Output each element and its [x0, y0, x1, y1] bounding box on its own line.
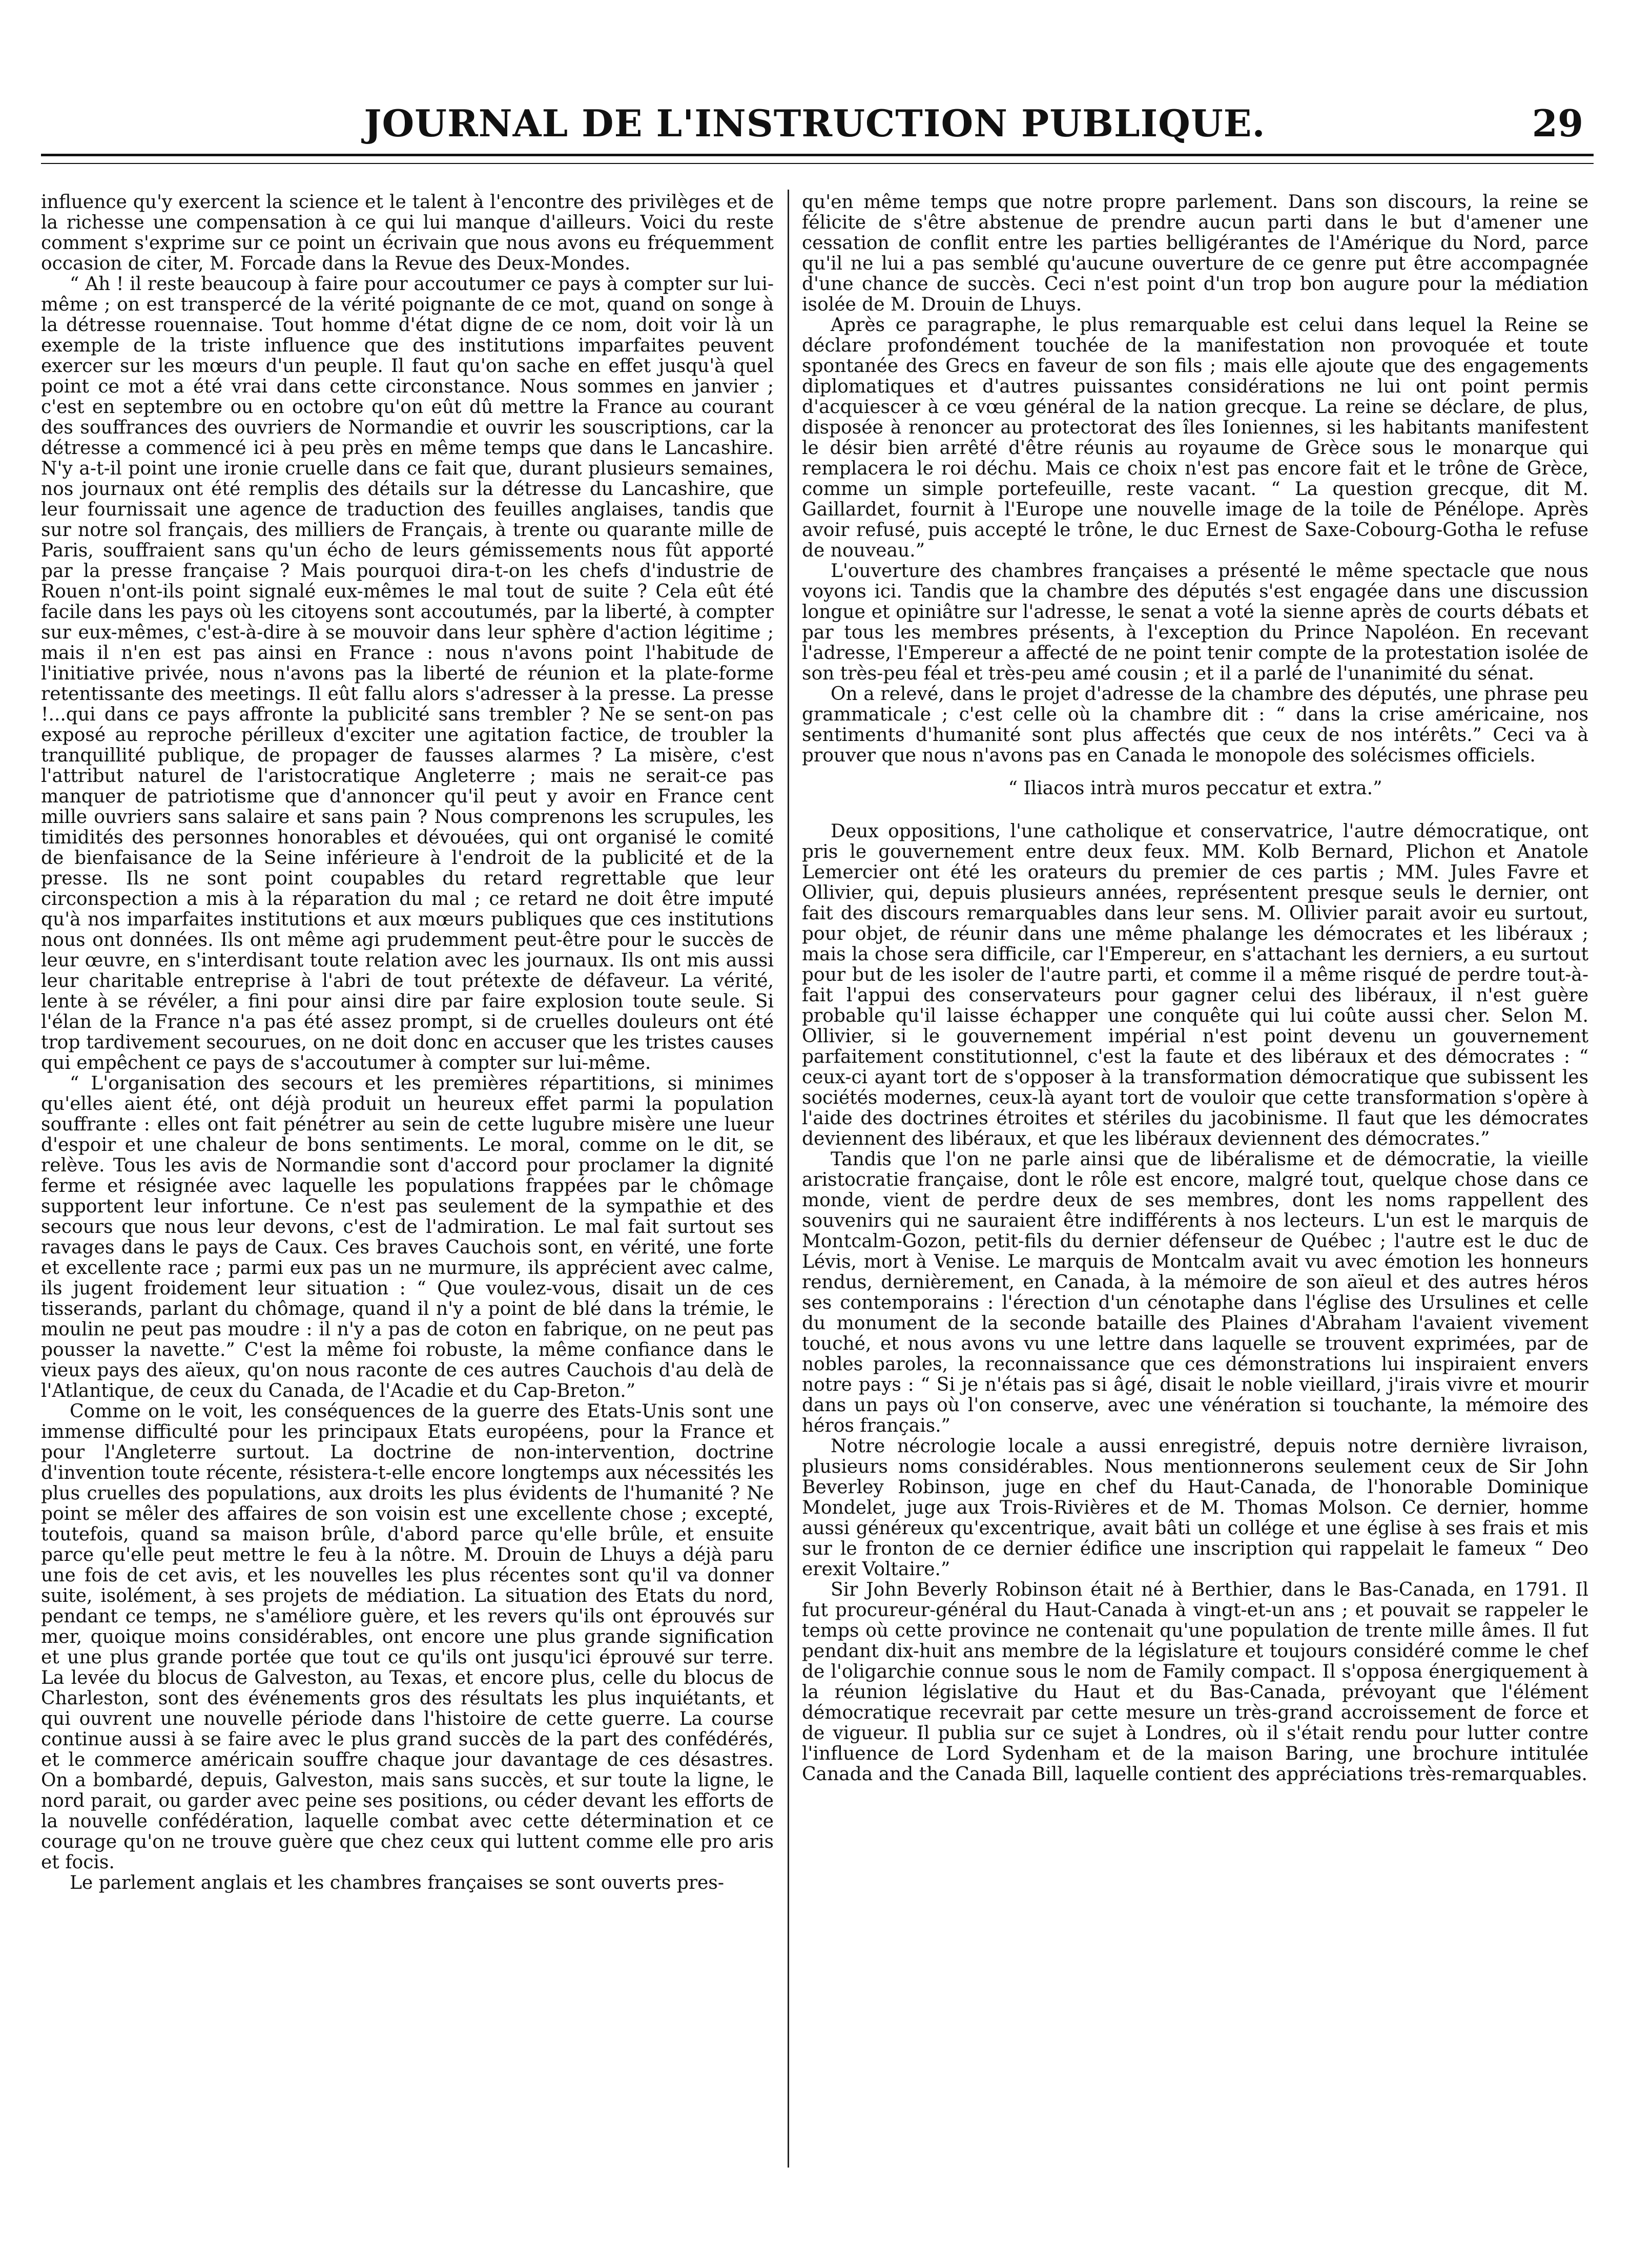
right-paragraph-7: Tandis que l'on ne parle ainsi que de libéralisme et de démocratie, la vieille aristocratie française, dont le rôle est encore, malgré tout, quelque chose dans ce monde, vient de perdre deux de ses membres, dont les noms rappellent des souvenirs qui ne sauraient être indifférents à nos lecteurs. L'un est le marquis de Montcalm-Gozon, petit-fils du dernier défenseur de Québec ; l'autre est le duc de Lévis, mort à Venise. Le marquis de Montcalm avait vu avec émotion les honneurs rendus, dernièrement, en Canada, à la mémoire de son aïeul et des autres héros ses contemporains : l'érection d'un cénotaphe dans l'église des Ursulines et celle du monument de la seconde bataille des Plaines d'Abraham l'avaient vivement touché, et nous avons vu une lettre dans laquelle se trouvent exprimées, par de nobles paroles, la reconnaissance que ces démonstrations lui inspiraient envers notre pays : “ Si je n'étais pas si âgé, disait le noble vieillard, j'irais vivre et mourir dans un pays où l'on conserve, avec une vénération si touchante, la mémoire des héros français.”	[802, 1149, 1588, 1436]
header-rule-thin	[41, 163, 1594, 164]
journal-title: JOURNAL DE L'INSTRUCTION PUBLIQUE.	[364, 101, 1266, 145]
right-paragraph-1: qu'en même temps que notre propre parlement. Dans son discours, la reine se félicite de s'être abstenue de prendre aucun parti dans le but d'amener une cessation de conflit entre les parties belligérantes de l'Amérique du Nord, parce qu'il ne lui a pas semblé qu'aucune ouverture de ce genre put être accompagnée d'une chance de succès. Ceci n'est point d'un trop bon augure pour la médiation isolée de M. Drouin de Lhuys.	[802, 192, 1588, 315]
latin-quote: “ Iliacos intrà muros peccatur et extra.”	[1008, 778, 1382, 799]
right-paragraph-3: L'ouverture des chambres françaises a présenté le même spectacle que nous voyons ici. Tandis que la chambre des députés s'est engagée dans une discussion longue et opiniâtre sur l'adresse, le senat a voté la sienne après de courts débats et par tous les membres présents, à l'exception du Prince Napoléon. En recevant l'adresse, l'Empereur a affecté de ne point tenir compte de la protestation isolée de son très-peu féal et très-peu amé cousin ; et il a parlé de l'unanimité du sénat.	[802, 561, 1588, 684]
right-paragraph-9: Sir John Beverly Robinson était né à Berthier, dans le Bas-Canada, en 1791. Il fut procureur-général du Haut-Canada à vingt-et-un ans ; et pouvait se rappeler le temps où cette province ne contenait qu'une population de trente mille âmes. Il fut pendant dix-huit ans membre de la législature et toujours considéré comme le chef de l'oligarchie connue sous le nom de Family compact. Il s'opposa énergiquement à la réunion législative du Haut et du Bas-Canada, prévoyant que l'élément démocratique recevrait par cette mesure un très-grand accroissement de force et de vigueur. Il publia sur ce sujet à Londres, où il s'était rendu pour lutter contre l'influence de Lord Sydenham et de la maison Baring, une brochure intitulée Canada and the Canada Bill, laquelle contient des appréciations très-remarquables.	[802, 1579, 1588, 1785]
right-column	[802, 192, 1588, 2170]
column-divider	[788, 190, 789, 2168]
left-paragraph-3: “ L'organisation des secours et les premières répartitions, si minimes qu'elles aient été, ont déjà produit un heureux effet parmi la population souffrante : elles ont fait pénétrer au sein de cette lugubre misère une lueur d'espoir et une chaleur de bons sentiments. Le moral, comme on le dit, se relève. Tous les avis de Normandie sont d'accord pour proclamer la dignité ferme et résignée avec laquelle les populations frappées par le chômage supportent leur infortune. Ce n'est pas seulement de la sympathie et des secours que nous leur devons, c'est de l'admiration. Le mal fait surtout ses ravages dans le pays de Caux. Ces braves Cauchois sont, en vérité, une forte et excellente race ; parmi eux pas un ne murmure, ils apprécient avec calme, ils jugent froidement leur situation : “ Que voulez-vous, disait un de ces tisserands, parlant du chômage, quand il n'y a point de blé dans la trémie, le moulin ne peut pas moudre : il n'y a pas de coton en fabrique, on ne peut pas pousser la navette.” C'est la même foi robuste, la même confiance dans le vieux pays des aïeux, qu'on nous raconte de ces autres Cauchois d'au delà de l'Atlantique, de ceux du Canada, de l'Acadie et du Cap-Breton.”	[41, 1073, 774, 1401]
left-paragraph-2: “ Ah ! il reste beaucoup à faire pour accoutumer ce pays à compter sur lui-même ; on est transpercé de la vérité poignante de ce mot, quand on songe à la détresse rouennaise. Tout homme d'état digne de ce nom, doit voir là un exemple de la triste influence que des institutions imparfaites peuvent exercer sur les mœurs d'un peuple. Il faut qu'on sache en effet jusqu'à quel point ce mot a été vrai dans cette circonstance. Nous sommes en janvier ; c'est en septembre ou en octobre qu'on eût dû mettre la France au courant des souffrances des ouvriers de Normandie et ouvrir les souscriptions, car la détresse a commencé ici à peu près en même temps que dans le Lancashire. N'y a-t-il point une ironie cruelle dans ce fait que, durant plusieurs semaines, nos journaux ont été remplis des détails sur la détresse du Lancashire, que leur fournissait une agence de traduction des feuilles anglaises, tandis que sur notre sol français, des milliers de Français, à trente ou quarante mille de Paris, souffraient sans qu'un écho de leurs gémissements nous fût apporté par la presse française ? Mais pourquoi dira-t-on les chefs d'industrie de Rouen n'ont-ils point signalé eux-mêmes le mal tout de suite ? Cela eût été facile dans les pays où les citoyens sont accoutumés, par la liberté, à compter sur eux-mêmes, c'est-à-dire à se mouvoir dans leur sphère d'action légitime ; mais il n'en est pas ainsi en France : nous n'avons point l'habitude de l'initiative privée, nous n'avons pas la liberté de réunion et la plate-forme retentissante des meetings. Il eût fallu alors s'adresser à la presse. La presse !...qui dans ce pays affronte la publicité sans trembler ? Ne se sent-on pas exposé au reproche périlleux d'exciter une agitation factice, de troubler la tranquillité publique, de propager de fausses alarmes ? La misère, c'est l'attribut naturel de l'aristocratique Angleterre ; mais ne serait-ce pas manquer de patriotisme que d'annoncer qu'il peut y avoir en France cent mille ouvriers sans salaire et sans pain ? Nous comprenons les scrupules, les timidités des personnes honorables et dévouées, qui ont organisé le comité de bienfaisance de la Seine inférieure à l'endroit de la publicité et de la presse. Ils ne sont point coupables du retard regrettable que leur circonspection a mis à la réparation du mal ; ce retard ne doit être imputé qu'à nos imparfaites institutions et aux mœurs publiques que ces institutions nous ont données. Ils ont même agi prudemment peut-être pour le succès de leur œuvre, en s'interdisant toute relation avec les journaux. Ils ont mis aussi leur charitable entreprise à l'abri de tout prétexte de défaveur. La vérité, lente à se révéler, a fini pour ainsi dire par faire explosion toute seule. Si l'élan de la France n'a pas été assez prompt, si de cruelles douleurs ont été trop tardivement secourues, on ne doit donc en accuser que les tristes causes qui empêchent ce pays de s'accoutumer à compter sur lui-même.	[41, 274, 774, 1074]
left-column	[41, 192, 774, 2170]
header-rule-thick	[41, 154, 1594, 156]
right-paragraph-8: Notre nécrologie locale a aussi enregistré, depuis notre dernière livraison, plusieurs noms considérables. Nous mentionnerons seulement ceux de Sir John Beverley Robinson, juge en chef du Haut-Canada, de l'honorable Dominique Mondelet, juge aux Trois-Rivières et de M. Thomas Molson. Ce dernier, homme aussi généreux qu'excentrique, avait bâti un collége et une église à ses frais et mis sur le fronton de ce dernier édifice une inscription qui rappelait le fameux “ Deo erexit Voltaire.”	[802, 1436, 1588, 1580]
left-paragraph-1: influence qu'y exercent la science et le talent à l'encontre des privilèges et de la richesse une compensation à ce qui lui manque d'ailleurs. Voici du reste comment s'exprime sur ce point un écrivain que nous avons eu fréquemment occasion de citer, M. Forcade dans la Revue des Deux-Mondes.	[41, 192, 774, 274]
right-paragraph-2: Après ce paragraphe, le plus remarquable est celui dans lequel la Reine se déclare profondément touchée de la manifestation non provoquée et toute spontanée des Grecs en faveur de son fils ; mais elle ajoute que des engagements diplomatiques et d'autres puissantes considérations ne lui ont point permis d'acquiescer à ce vœu général de la nation grecque. La reine se déclare, de plus, disposée à renoncer au protectorat des îles Ioniennes, si les habitants manifestent le désir bien arrêté d'être réunis au royaume de Grèce sous le monarque qui remplacera le roi déchu. Mais ce choix n'est pas encore fait et le trône de Grèce, comme un simple portefeuille, reste vacant. “ La question grecque, dit M. Gaillardet, fournit à l'Europe une nouvelle image de la toile de Pénélope. Après avoir refusé, puis accepté le trône, le duc Ernest de Saxe-Cobourg-Gotha le refuse de nouveau.”	[802, 315, 1588, 561]
left-paragraph-5: Le parlement anglais et les chambres françaises se sont ouverts pres-	[70, 1872, 724, 1893]
page-number: 29	[1532, 101, 1583, 145]
left-paragraph-4: Comme on le voit, les conséquences de la guerre des Etats-Unis sont une immense difficulté pour les principaux Etats européens, pour la France et pour l'Angleterre surtout. La doctrine de non-intervention, doctrine d'invention toute récente, résistera-t-elle encore longtemps aux nécessités les plus cruelles des populations, aux droits les plus évidents de l'humanité ? Ne point se mêler des affaires de son voisin est une excellente chose ; excepté, toutefois, quand sa maison brûle, d'abord parce qu'elle brûle, et ensuite parce qu'elle peut mettre le feu à la nôtre. M. Drouin de Lhuys a déjà paru une fois de cet avis, et les nouvelles les plus récentes sont qu'il va donner suite, isolément, à ses projets de médiation. La situation des Etats du nord, pendant ce temps, ne s'améliore guère, et les revers qu'ils ont éprouvés sur mer, quoique moins considérables, ont encore une plus grande signification et une plus grande portée que tout ce qu'ils ont jusqu'ici éprouvé sur terre. La levée du blocus de Galveston, au Texas, et encore plus, celle du blocus de Charleston, sont des événements gros des résultats les plus inquiétants, et qui ouvrent une nouvelle période dans l'histoire de cette guerre. La course continue aussi à se faire avec le plus grand succès de la part des confédérés, et le commerce américain souffre chaque jour davantage de ces désastres. On a bombardé, depuis, Galveston, mais sans succès, et sur toute la ligne, le nord parait, ou garder avec peine ses positions, ou céder devant les efforts de la nouvelle confédération, laquelle combat avec cette détermination et ce courage qu'on ne trouve guère que chez ceux qui luttent comme elle pro aris et focis.	[41, 1401, 774, 1873]
right-paragraph-4: On a relevé, dans le projet d'adresse de la chambre des députés, une phrase peu grammaticale ; c'est celle où la chambre dit : “ dans la crise américaine, nos sentiments d'humanité sont plus affectés que ceux de nos intérêts.” Ceci va à prouver que nous n'avons pas en Canada le monopole des solécismes officiels.	[802, 684, 1588, 766]
page-header	[41, 77, 1588, 149]
right-paragraph-6: Deux oppositions, l'une catholique et conservatrice, l'autre démocratique, ont pris le gouvernement entre deux feux. MM. Kolb Bernard, Plichon et Anatole Lemercier ont été les orateurs du premier de ces partis ; MM. Jules Favre et Ollivier, qui, depuis plusieurs années, représentent presque seuls le dernier, ont fait des discours remarquables dans leur sens. M. Ollivier parait avoir eu surtout, pour objet, de réunir dans une même phalange les démocrates et les libéraux ; mais la chose sera difficile, car l'Empereur, en s'attachant les derniers, a eu surtout pour but de les isoler de l'autre parti, et comme il a même risqué de perdre tout-à-fait l'appui des conservateurs pour gagner celui des libéraux, il n'est guère probable qu'il laisse échapper une conquête qui lui coûte aussi cher. Selon M. Ollivier, si le gouvernement impérial n'est point devenu un gouvernement parfaitement constitutionnel, c'est la faute et des libéraux et des démocrates : “ ceux-ci ayant tort de s'opposer à la transformation démocratique que subissent les sociétés modernes, ceux-là ayant tort de vouloir que cette transformation s'opère à l'aide des doctrines étroites et stériles du jacobinisme. Il faut que les démocrates deviennent des libéraux, et que les libéraux deviennent des démocrates.”	[802, 821, 1588, 1149]
